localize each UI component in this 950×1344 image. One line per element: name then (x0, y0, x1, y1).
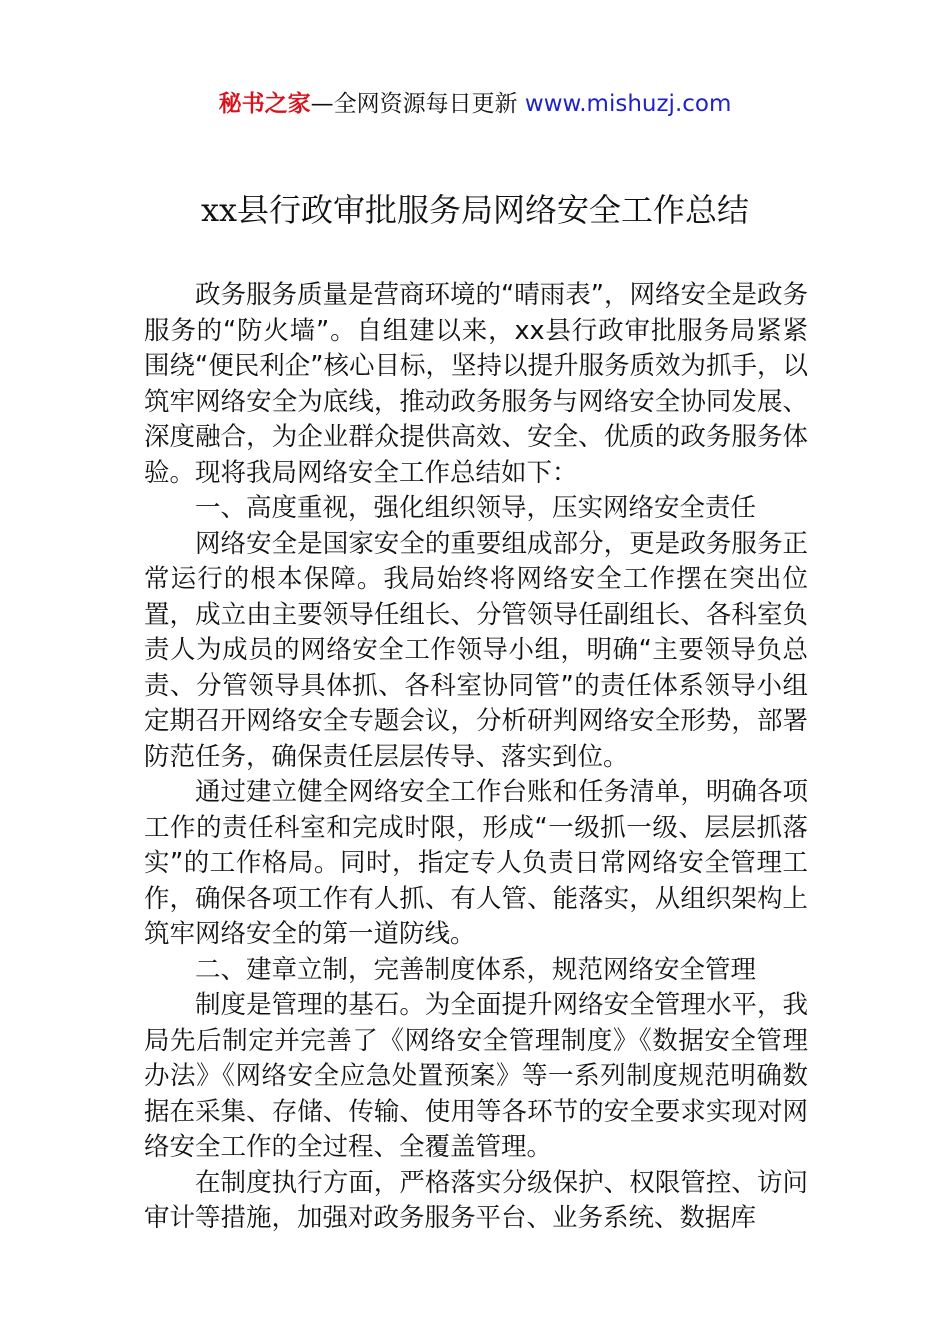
document-body (144, 278, 808, 1237)
document-title-text: 县行政审批服务局网络安全工作总结 (237, 191, 750, 229)
body-paragraph: 在制度执行方面，严格落实分级保护、权限管控、访问审计等措施，加强对政务服务平台、业务系统、数据库 (144, 1167, 808, 1233)
site-brand: 秘书之家 (218, 91, 311, 117)
site-url-link[interactable]: www.mishuzj.com (524, 91, 732, 117)
site-header (0, 86, 950, 122)
section-heading-1: 一、高度重视，强化组织领导，压实网络安全责任 (195, 493, 757, 523)
body-paragraph: 制度是管理的基石。为全面提升网络安全管理水平，我局先后制定并完善了《网络安全管理制度》《数据安全管理办法》《网络安全应急处置预案》等一系列制度规范明确数据在采集、存储、传输、使用等各环节的安全要求实现对网络安全工作的全过程、全覆盖管理。 (144, 990, 808, 1162)
document-title (0, 188, 950, 232)
section-heading-2: 二、建章立制，完善制度体系，规范网络安全管理 (195, 954, 757, 985)
site-tagline: —全网资源每日更新 (310, 91, 525, 117)
body-paragraph: 网络安全是国家安全的重要组成部分，更是政务服务正常运行的根本保障。我局始终将网络安全工作摆在突出位置，成立由主要领导任组长、分管领导任副组长、各科室负责人为成员的网络安全工作领导小组，明确“主要领导负总责、分管领导具体抓、各科室协同管”的责任体系领导小组定期召开网络安全专题会议，分析研判网络安全形势，部署防范任务，确保责任层层传导、落实到位。 (144, 528, 808, 772)
intro-paragraph: 政务服务质量是营商环境的“晴雨表”，网络安全是政务服务的“防火墙”。自组建以来，xx县行政审批服务局紧紧围绕“便民利企”核心目标，坚持以提升服务质效为抓手，以筑牢网络安全为底线，推动政务服务与网络安全协同发展、深度融合，为企业群众提供高效、安全、优质的政务服务体验。现将我局网络安全工作总结如下： (144, 280, 808, 488)
body-paragraph: 通过建立健全网络安全工作台账和任务清单，明确各项工作的责任科室和完成时限，形成“一级抓一级、层层抓落实”的工作格局。同时，指定专人负责日常网络安全管理工作，确保各项工作有人抓、有人管、能落实，从组织架构上筑牢网络安全的第一道防线。 (144, 777, 808, 949)
document-title-prefix: xx (200, 191, 238, 229)
